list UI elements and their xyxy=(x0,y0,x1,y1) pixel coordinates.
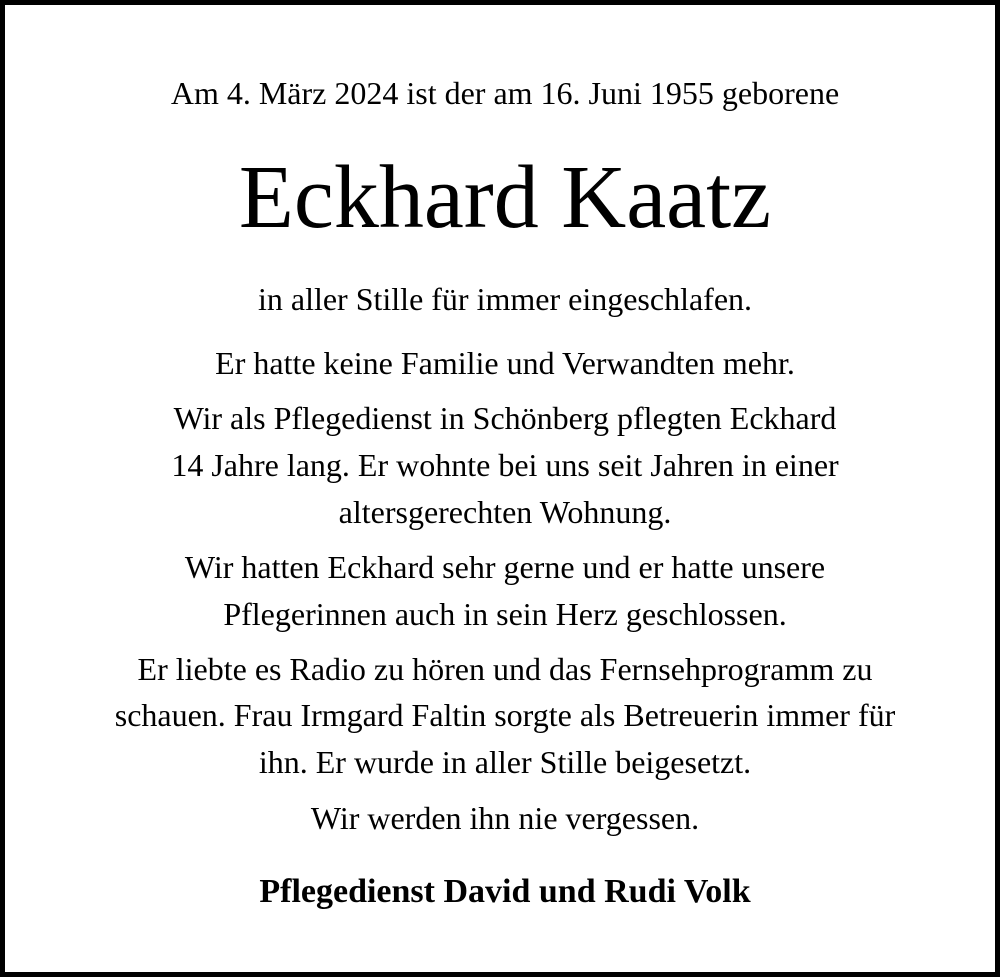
deceased-name: Eckhard Kaatz xyxy=(238,148,772,247)
text-line: Wir als Pflegedienst in Schönberg pflegten Eckhard xyxy=(173,400,837,436)
intro-line: Am 4. März 2024 ist der am 16. Juni 1955 geborene xyxy=(170,75,840,111)
text-line: Er liebte es Radio zu hören und das Fernsehprogramm zu xyxy=(137,651,873,687)
text-line: Wir hatten Eckhard sehr gerne und er hatte unsere xyxy=(184,549,826,585)
text-line: altersgerechten Wohnung. xyxy=(338,494,672,530)
text-line: ihn. Er wurde in aller Stille beigesetzt. xyxy=(258,744,752,780)
text-line: Pflegerinnen auch in sein Herz geschlossen. xyxy=(223,596,787,632)
text-line: Er hatte keine Familie und Verwandten mehr. xyxy=(215,345,795,381)
text-line: schauen. Frau Irmgard Faltin sorgte als Betreuerin immer für xyxy=(114,697,896,733)
text-line: in aller Stille für immer eingeschlafen. xyxy=(257,281,753,317)
signature: Pflegedienst David und Rudi Volk xyxy=(259,873,751,910)
closing-line: Wir werden ihn nie vergessen. xyxy=(310,800,700,836)
text-line: 14 Jahre lang. Er wohnte bei uns seit Jahren in einer xyxy=(171,447,839,483)
